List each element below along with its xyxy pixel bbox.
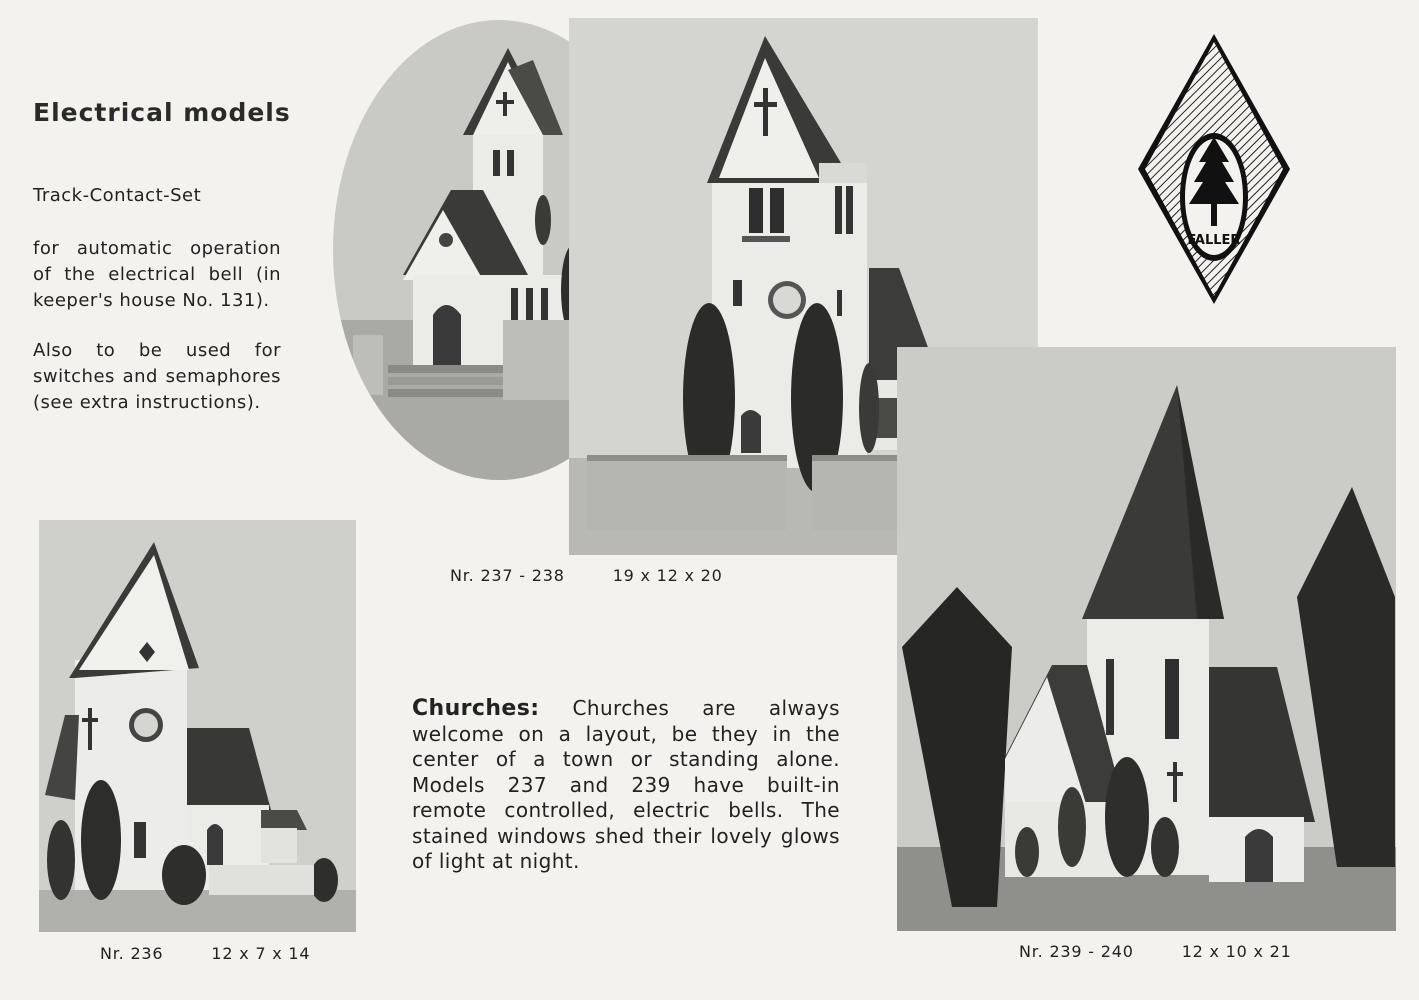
svg-text:FALLER: FALLER — [1187, 233, 1241, 248]
description-paragraph-1: for automatic operation of the electrical bell (in keeper's house No. 131). — [33, 238, 281, 311]
caption-239-240 — [1019, 942, 1292, 961]
caption-dimensions: 12 x 7 x 14 — [211, 944, 311, 963]
caption-model-number: Nr. 236 — [100, 944, 164, 963]
faller-logo — [1136, 32, 1292, 306]
caption-model-number: Nr. 239 - 240 — [1019, 942, 1134, 961]
caption-dimensions: 12 x 10 x 21 — [1181, 942, 1292, 961]
churches-title: Churches: — [412, 696, 540, 721]
page-title: Electrical models — [33, 98, 291, 127]
track-contact-set-label: Track-Contact-Set — [33, 185, 202, 206]
church-239-photo — [897, 347, 1396, 931]
description-paragraph-2: Also to be used for switches and semaphores (see extra instructions). — [33, 340, 281, 413]
caption-model-number: Nr. 237 - 238 — [450, 566, 565, 585]
churches-text: Churches are always welcome on a layout, be they in the center of a town or standing alone. Models 237 and 239 have built-in remote controlled, electric bells. The stained windows shed their lovely glows of light at night. — [412, 696, 840, 873]
caption-dimensions: 19 x 12 x 20 — [612, 566, 723, 585]
caption-237-238 — [450, 566, 723, 585]
caption-236 — [100, 944, 310, 963]
churches-description — [412, 696, 840, 875]
church-236-photo — [39, 520, 356, 932]
